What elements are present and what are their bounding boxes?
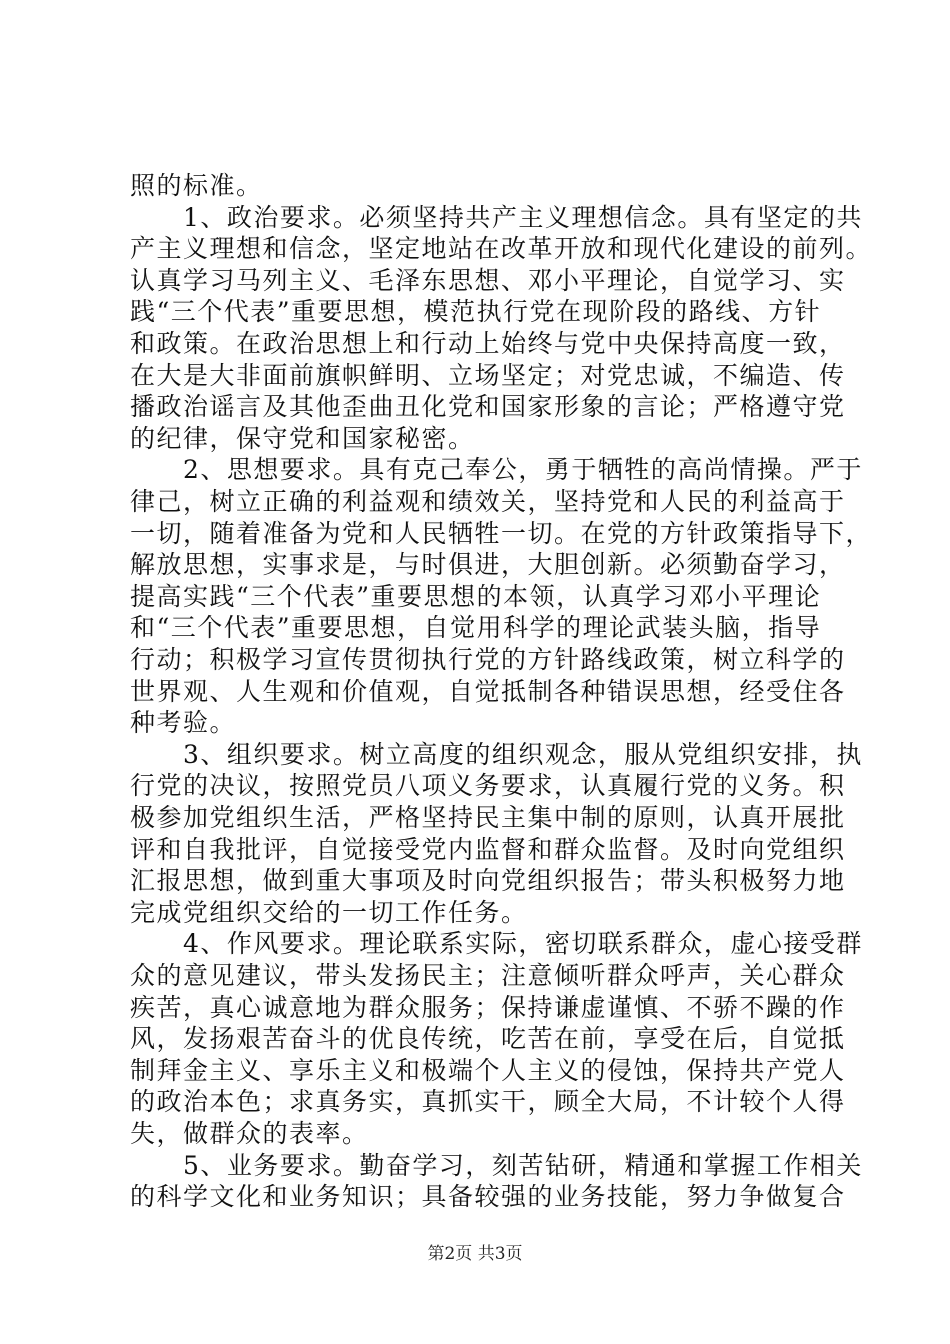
text-line: 和政策。在政治思想上和行动上始终与党中央保持高度一致， (130, 329, 846, 358)
text-line: 世界观、人生观和价值观，自觉抵制各种错误思想，经受住各 (130, 676, 846, 706)
text-line: 失，做群众的表率。 (130, 1119, 369, 1148)
text-line: 风，发扬艰苦奋斗的优良传统，吃苦在前，享受在后，自觉抵 (130, 1024, 846, 1054)
text-line: 汇报思想，做到重大事项及时向党组织报告；带头积极努力地 (130, 866, 846, 896)
text-line: 行动；积极学习宣传贯彻执行党的方针路线政策，树立科学的 (130, 645, 846, 674)
text-line: 1、政治要求。必须坚持共产主义理想信念。具有坚定的共 (130, 202, 863, 232)
text-line: 和“三个代表”重要思想，自觉用科学的理论武装头脑，指导 (130, 613, 822, 643)
text-line: 行党的决议，按照党员八项义务要求，认真履行党的义务。积 (130, 771, 846, 801)
text-line: 极参加党组织生活，严格坚持民主集中制的原则，认真开展批 (130, 803, 846, 832)
text-line: 认真学习马列主义、毛泽东思想、邓小平理论，自觉学习、实 (130, 265, 846, 295)
text-line: 解放思想，实事求是，与时俱进，大胆创新。必须勤奋学习， (130, 550, 846, 580)
text-line: 评和自我批评，自觉接受党内监督和群众监督。及时向党组织 (130, 834, 846, 864)
text-line: 播政治谣言及其他歪曲丑化党和国家形象的言论；严格遵守党 (130, 392, 846, 422)
text-line: 5、业务要求。勤奋学习，刻苦钻研，精通和掌握工作相关 (130, 1150, 863, 1180)
text-line: 提高实践“三个代表”重要思想的本领，认真学习邓小平理论 (130, 581, 822, 611)
page-footer: 第2页 共3页 (427, 1244, 523, 1264)
text-line: 完成党组织交给的一切工作任务。 (130, 897, 528, 927)
text-line: 2、思想要求。具有克己奉公，勇于牺牲的高尚情操。严于 (130, 455, 863, 485)
text-line: 制拜金主义、享乐主义和极端个人主义的侵蚀，保持共产党人 (130, 1055, 846, 1085)
text-line: 律己，树立正确的利益观和绩效关，坚持党和人民的利益高于 (130, 487, 846, 516)
text-line: 的政治本色；求真务实，真抓实干，顾全大局，不计较个人得 (130, 1087, 846, 1117)
text-line: 一切，随着准备为党和人民牺牲一切。在党的方针政策指导下， (130, 518, 873, 548)
text-line: 践“三个代表”重要思想，模范执行党在现阶段的路线、方针 (130, 297, 822, 327)
text-line: 3、组织要求。树立高度的组织观念，服从党组织安排，执 (130, 739, 863, 769)
text-line: 4、作风要求。理论联系实际，密切联系群众，虚心接受群 (130, 929, 863, 959)
text-line: 照的标准。 (130, 171, 263, 200)
text-line: 的科学文化和业务知识；具备较强的业务技能，努力争做复合 (130, 1182, 846, 1212)
text-line: 众的意见建议，带头发扬民主；注意倾听群众呼声，关心群众 (130, 961, 846, 990)
text-line: 产主义理想和信念，坚定地站在改革开放和现代化建设的前列。 (130, 234, 873, 264)
text-line: 的纪律，保守党和国家秘密。 (130, 423, 475, 453)
text-line: 在大是大非面前旗帜鲜明、立场坚定；对党忠诚，不编造、传 (130, 360, 846, 390)
text-line: 种考验。 (130, 708, 237, 738)
text-line: 疾苦，真心诚意地为群众服务；保持谦虚谨慎、不骄不躁的作 (130, 992, 846, 1022)
